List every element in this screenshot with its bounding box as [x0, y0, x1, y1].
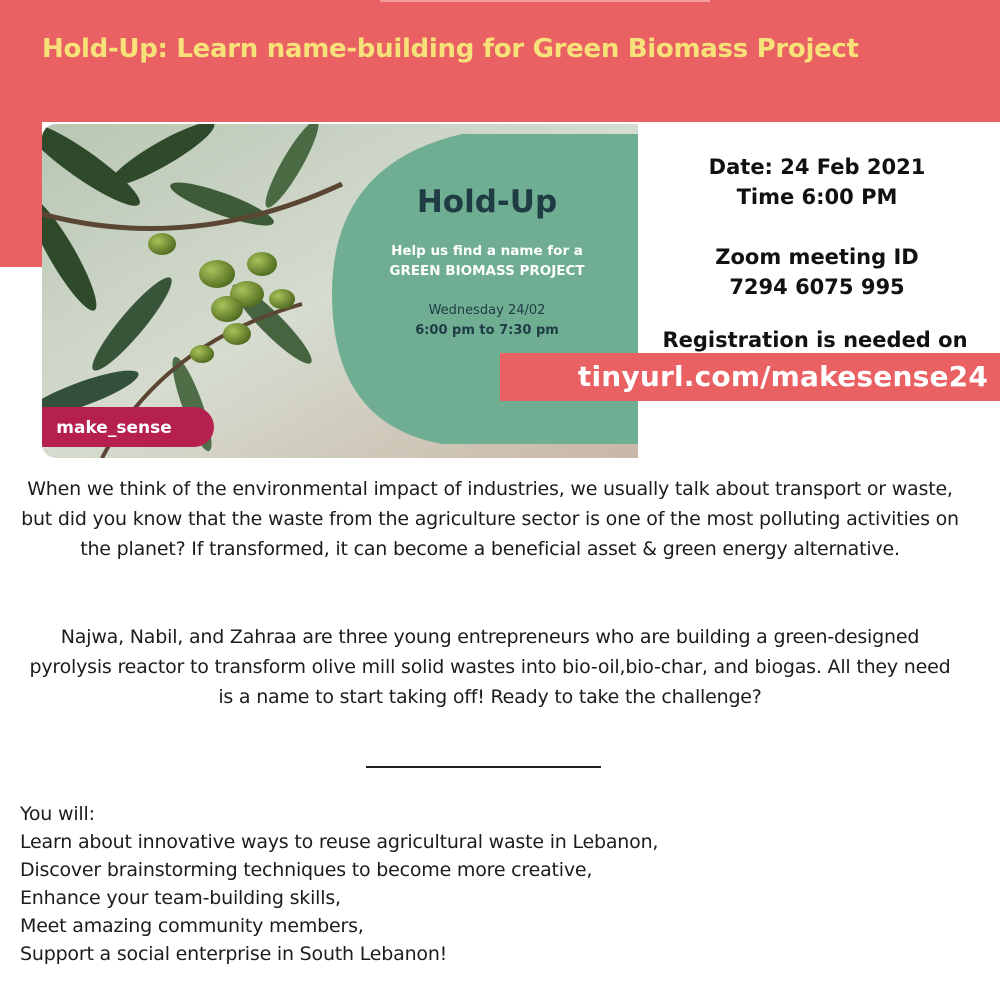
banner-subtitle-line2: GREEN BIOMASS PROJECT: [389, 263, 585, 279]
page-title: Hold-Up: Learn name-building for Green Biomass Project: [42, 34, 859, 64]
event-time: Time 6:00 PM: [736, 185, 898, 209]
list-item: Meet amazing community members,: [20, 915, 364, 937]
registration-url[interactable]: tinyurl.com/makesense24: [500, 353, 1000, 401]
list-item: Support a social enterprise in South Lebanon!: [20, 943, 448, 965]
list-item: Learn about innovative ways to reuse agricultural waste in Lebanon,: [20, 831, 659, 853]
benefits-heading: You will:: [20, 803, 95, 825]
banner-heading: Hold-Up: [416, 184, 558, 220]
intro-paragraph: When we think of the environmental impact of industries, we usually talk about transport or waste, but did you know that the waste from the agriculture sector is one of the most polluting activities on the planet? If transformed, it can become a beneficial asset & green energy alternative.: [21, 478, 959, 560]
section-divider: [366, 766, 601, 768]
event-details: [660, 152, 974, 302]
event-banner-image: [42, 124, 638, 458]
banner-subtitle-line1: Help us find a name for a: [391, 243, 583, 259]
left-accent-band: [0, 122, 42, 267]
banner-date-line1: Wednesday 24/02: [428, 303, 546, 318]
zoom-id: 7294 6075 995: [729, 275, 905, 299]
benefits-list: [20, 800, 920, 968]
header-accent-line: [380, 0, 710, 2]
registration-label: Registration is needed on: [662, 328, 968, 352]
banner-date-line2: 6:00 pm to 7:30 pm: [415, 323, 559, 338]
zoom-label: Zoom meeting ID: [715, 245, 919, 269]
event-date: Date: 24 Feb 2021: [708, 155, 926, 179]
list-item: Discover brainstorming techniques to become more creative,: [20, 859, 593, 881]
makesense-logo-text: make_sense: [56, 418, 172, 438]
list-item: Enhance your team-building skills,: [20, 887, 341, 909]
founders-paragraph: Najwa, Nabil, and Zahraa are three young entrepreneurs who are building a green-designed pyrolysis reactor to transform olive mill solid wastes into bio-oil,bio-char, and biogas. All they need is a name to start taking off! Ready to take the challenge?: [29, 626, 951, 708]
